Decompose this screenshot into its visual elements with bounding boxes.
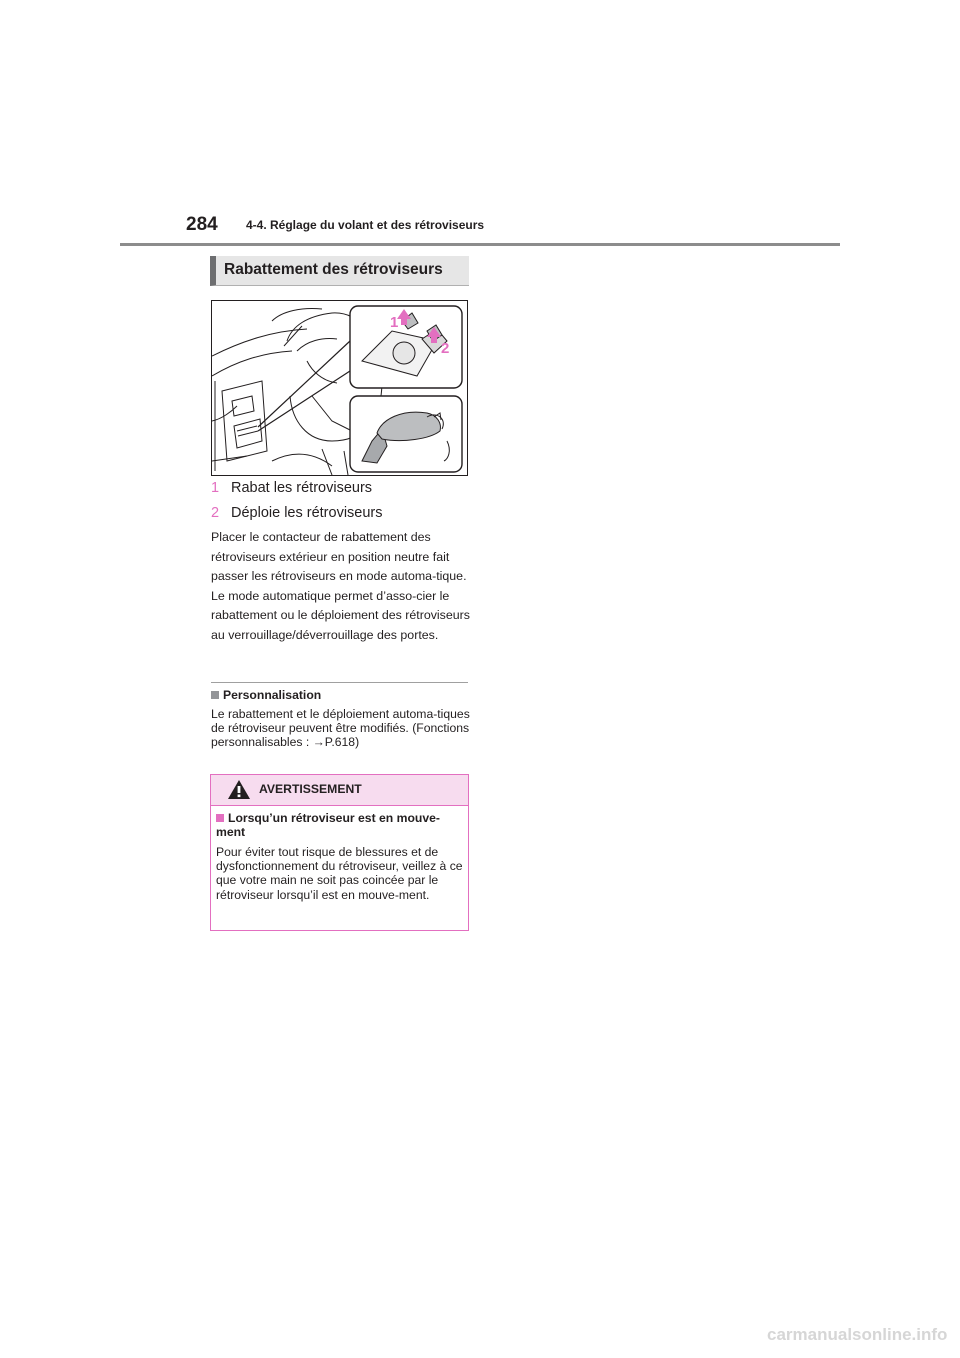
mirror-switch-illustration — [211, 300, 468, 476]
watermark-logo — [767, 1321, 952, 1347]
callout-2: 2 — [441, 340, 450, 357]
legend-item — [211, 480, 372, 496]
callout-1: 1 — [390, 314, 399, 331]
customization-text: Le rabattement et le déploiement automa-tiques de rétroviseur peuvent être modifiés. (Fonctions personnalisables : →P.618) — [211, 707, 470, 749]
legend-item — [211, 505, 383, 521]
customization-title: Personnalisation — [223, 688, 322, 702]
square-bullet-icon — [216, 814, 224, 822]
warning-triangle-icon — [227, 779, 251, 800]
warning-text: Pour éviter tout risque de blessures et de dysfonctionnement du rétroviseur, veillez à ce que votre main ne soit pas coincée par le rétroviseur lorsqu’il est en mouve-ment. — [216, 845, 463, 902]
divider — [211, 682, 468, 683]
legend-number: 2 — [211, 505, 220, 521]
warning-subtitle-text: Lorsqu’un rétroviseur est en mouve-ment — [216, 811, 440, 839]
legend-text: Déploie les rétroviseurs — [231, 505, 383, 521]
warning-header — [211, 775, 468, 806]
section-heading — [210, 256, 469, 286]
body-paragraph: Placer le contacteur de rabattement des rétroviseurs extérieur en position neutre fait passer les rétroviseurs en mode automa-tique. Le mode automatique permet d’asso-cier le rabattement ou le déploiement des rétroviseurs au verrouillage/déverrouillage des portes. — [211, 530, 470, 642]
illustration-svg — [212, 301, 467, 475]
section-title: Rabattement des rétroviseurs — [224, 261, 443, 278]
square-bullet-icon — [211, 691, 219, 699]
warning-box — [210, 774, 469, 931]
legend-number: 1 — [211, 480, 220, 496]
warning-title: AVERTISSEMENT — [259, 782, 362, 796]
warning-subtitle — [216, 811, 464, 839]
header-rule — [120, 243, 840, 246]
watermark-text: carmanualsonline.info — [767, 1325, 948, 1344]
page-number: 284 — [186, 214, 218, 235]
watermark — [767, 1321, 952, 1352]
customization-heading — [211, 688, 321, 702]
running-header: 4-4. Réglage du volant et des rétroviseurs — [246, 218, 485, 232]
legend-text: Rabat les rétroviseurs — [231, 480, 373, 496]
